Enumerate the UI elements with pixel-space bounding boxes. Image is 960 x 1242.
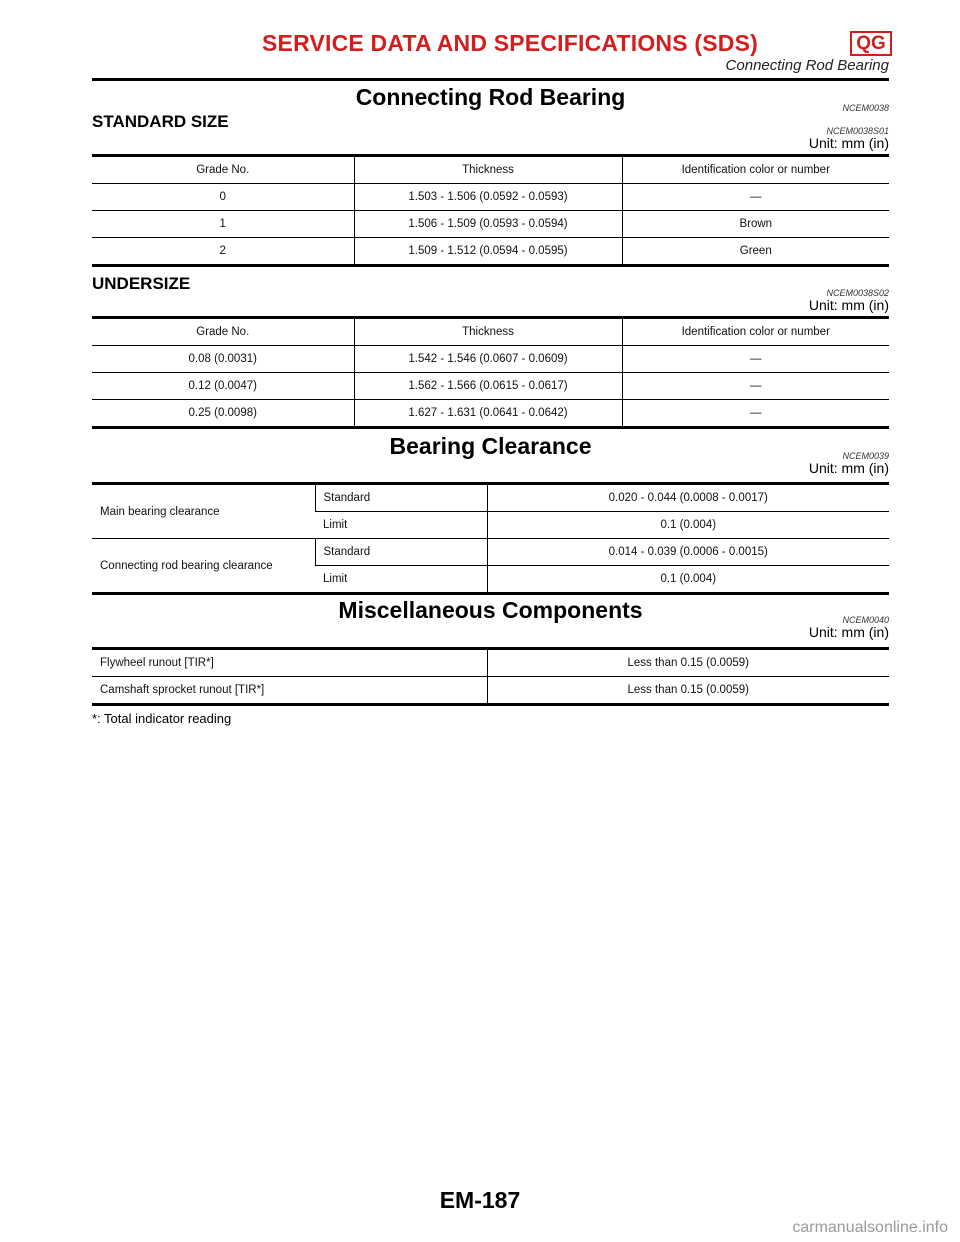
table-row <box>92 677 889 705</box>
misc-components-table <box>92 647 889 706</box>
identification-cell: — <box>622 400 889 428</box>
page-number: EM-187 <box>439 1187 521 1213</box>
unit-label-standard: Unit: mm (in) <box>808 135 889 151</box>
thickness-cell: 1.503 - 1.506 (0.0592 - 0.0593) <box>354 184 622 211</box>
clearance-type-cell: Limit <box>315 512 487 539</box>
section-title-bearing-clearance: Bearing Clearance <box>389 433 592 459</box>
column-header: Grade No. <box>92 156 354 184</box>
clearance-value-cell: 0.014 - 0.039 (0.0006 - 0.0015) <box>487 539 889 566</box>
thickness-cell: 1.506 - 1.509 (0.0593 - 0.0594) <box>354 211 622 238</box>
ref-code-standard: NCEM0038S01 <box>826 126 889 136</box>
section-title-misc: Miscellaneous Components <box>338 597 643 623</box>
ref-code-rod-bearing: NCEM0038 <box>842 103 889 113</box>
grade-cell: 0.12 (0.0047) <box>92 373 354 400</box>
identification-cell: — <box>622 373 889 400</box>
unit-label-undersize: Unit: mm (in) <box>808 297 889 313</box>
clearance-value-cell: 0.1 (0.004) <box>487 512 889 539</box>
thickness-cell: 1.509 - 1.512 (0.0594 - 0.0595) <box>354 238 622 266</box>
unit-label-bearing-clearance: Unit: mm (in) <box>808 460 889 476</box>
table-row <box>92 373 889 400</box>
standard-size-table <box>92 154 889 267</box>
component-cell: Flywheel runout [TIR*] <box>92 649 487 677</box>
column-header: Grade No. <box>92 318 354 346</box>
clearance-type-cell: Limit <box>315 566 487 594</box>
thickness-cell: 1.627 - 1.631 (0.0641 - 0.0642) <box>354 400 622 428</box>
ref-code-misc: NCEM0040 <box>842 615 889 625</box>
grade-cell: 0.25 (0.0098) <box>92 400 354 428</box>
section-title-rod-bearing: Connecting Rod Bearing <box>355 84 626 110</box>
header-rule <box>92 78 889 81</box>
thickness-cell: 1.562 - 1.566 (0.0615 - 0.0617) <box>354 373 622 400</box>
table-row <box>92 539 889 566</box>
table-row <box>92 184 889 211</box>
identification-cell: — <box>622 346 889 373</box>
ref-code-undersize: NCEM0038S02 <box>826 288 889 298</box>
column-header: Thickness <box>354 156 622 184</box>
runout-value-cell: Less than 0.15 (0.0059) <box>487 677 889 705</box>
undersize-table <box>92 316 889 429</box>
clearance-value-cell: 0.020 - 0.044 (0.0008 - 0.0017) <box>487 484 889 512</box>
subsection-title-standard: STANDARD SIZE <box>92 112 229 131</box>
identification-cell: Brown <box>622 211 889 238</box>
table-row <box>92 400 889 428</box>
footnote: *: Total indicator reading <box>92 711 232 726</box>
clearance-value-cell: 0.1 (0.004) <box>487 566 889 594</box>
watermark: carmanualsonline.info <box>792 1219 948 1236</box>
grade-cell: 0.08 (0.0031) <box>92 346 354 373</box>
runout-value-cell: Less than 0.15 (0.0059) <box>487 649 889 677</box>
ref-code-bearing-clearance: NCEM0039 <box>842 451 889 461</box>
unit-label-misc: Unit: mm (in) <box>808 624 889 640</box>
clearance-group-label: Connecting rod bearing clearance <box>92 539 315 594</box>
grade-cell: 0 <box>92 184 354 211</box>
subsection-title-undersize: UNDERSIZE <box>92 274 191 293</box>
column-header: Identification color or number <box>622 156 889 184</box>
identification-cell: Green <box>622 238 889 266</box>
clearance-group-label: Main bearing clearance <box>92 484 315 539</box>
header-title: SERVICE DATA AND SPECIFICATIONS (SDS) <box>262 30 758 56</box>
component-cell: Camshaft sprocket runout [TIR*] <box>92 677 487 705</box>
grade-cell: 2 <box>92 238 354 266</box>
clearance-type-cell: Standard <box>315 484 487 512</box>
table-row <box>92 211 889 238</box>
table-row <box>92 649 889 677</box>
header-subtitle: Connecting Rod Bearing <box>725 57 889 74</box>
thickness-cell: 1.542 - 1.546 (0.0607 - 0.0609) <box>354 346 622 373</box>
column-header: Identification color or number <box>622 318 889 346</box>
column-header: Thickness <box>354 318 622 346</box>
bearing-clearance-table <box>92 482 889 595</box>
table-row <box>92 238 889 266</box>
engine-badge: QG <box>850 31 892 56</box>
clearance-type-cell: Standard <box>315 539 487 566</box>
grade-cell: 1 <box>92 211 354 238</box>
table-row <box>92 346 889 373</box>
identification-cell: — <box>622 184 889 211</box>
table-header-row <box>92 318 889 346</box>
table-row <box>92 484 889 512</box>
table-header-row <box>92 156 889 184</box>
